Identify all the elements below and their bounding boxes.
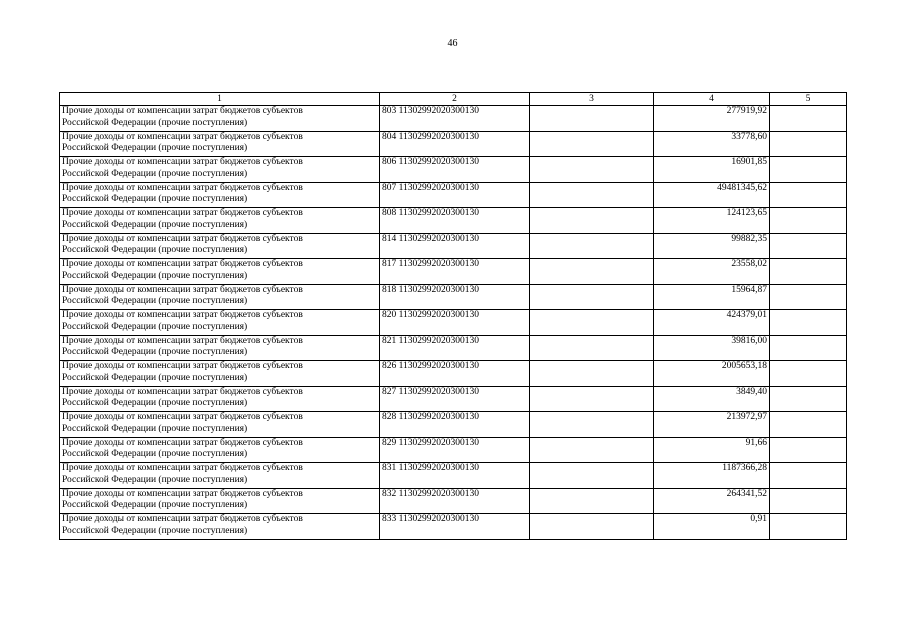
income-description-cell <box>60 284 380 310</box>
amount-cell: 23558,02 <box>654 259 770 285</box>
column-5-cell <box>770 488 847 514</box>
table-row <box>60 514 847 540</box>
amount-cell: 124123,65 <box>654 208 770 234</box>
column-5-cell <box>770 361 847 387</box>
table-row <box>60 361 847 387</box>
amount-cell: 99882,35 <box>654 233 770 259</box>
income-description-line-2: Российской Федерации (прочие поступления) <box>62 525 248 536</box>
income-description-cell <box>60 335 380 361</box>
income-description-line-1: Прочие доходы от компенсации затрат бюджетов субъектов <box>62 386 303 397</box>
income-description-line-1: Прочие доходы от компенсации затрат бюджетов субъектов <box>62 361 303 371</box>
column-3-cell <box>530 335 654 361</box>
income-description-line-2: Российской Федерации (прочие поступления) <box>62 423 248 434</box>
column-3-cell <box>530 182 654 208</box>
income-description-line-2: Российской Федерации (прочие поступления) <box>62 372 248 383</box>
table-row <box>60 284 847 310</box>
income-description-line-1: Прочие доходы от компенсации затрат бюджетов субъектов <box>62 233 303 244</box>
amount-cell: 39816,00 <box>654 335 770 361</box>
column-5-cell <box>770 131 847 157</box>
table-row <box>60 131 847 157</box>
amount-cell: 213972,97 <box>654 412 770 438</box>
table-row <box>60 463 847 489</box>
income-description-line-2: Российской Федерации (прочие поступления) <box>62 449 248 459</box>
income-description-line-1: Прочие доходы от компенсации затрат бюджетов субъектов <box>62 157 303 167</box>
column-5-cell <box>770 182 847 208</box>
budget-code-cell: 821 11302992020300130 <box>380 335 530 361</box>
income-description-line-1: Прочие доходы от компенсации затрат бюджетов субъектов <box>62 106 303 116</box>
table-row <box>60 106 847 132</box>
column-3-cell <box>530 463 654 489</box>
budget-code-cell: 817 11302992020300130 <box>380 259 530 285</box>
amount-cell: 424379,01 <box>654 310 770 336</box>
amount-cell: 3849,40 <box>654 386 770 412</box>
column-3-cell <box>530 284 654 310</box>
column-5-cell <box>770 284 847 310</box>
column-5-cell <box>770 335 847 361</box>
column-3-cell <box>530 386 654 412</box>
amount-cell: 49481345,62 <box>654 182 770 208</box>
budget-code-cell: 820 11302992020300130 <box>380 310 530 336</box>
budget-code-cell: 831 11302992020300130 <box>380 463 530 489</box>
column-5-cell <box>770 157 847 183</box>
column-5-cell <box>770 437 847 463</box>
column-3-cell <box>530 208 654 234</box>
income-description-line-2: Российской Федерации (прочие поступления) <box>62 500 248 510</box>
income-description-line-1: Прочие доходы от компенсации затрат бюджетов субъектов <box>62 131 303 142</box>
table-row <box>60 437 847 463</box>
income-description-line-2: Российской Федерации (прочие поступления) <box>62 398 248 408</box>
income-description-line-2: Российской Федерации (прочие поступления) <box>62 168 248 179</box>
income-description-cell <box>60 463 380 489</box>
column-3-cell <box>530 488 654 514</box>
column-3-cell <box>530 131 654 157</box>
table-row <box>60 335 847 361</box>
column-header-4: 4 <box>654 93 770 106</box>
column-header-1: 1 <box>60 93 380 106</box>
column-3-cell <box>530 106 654 132</box>
budget-code-cell: 818 11302992020300130 <box>380 284 530 310</box>
table-row <box>60 412 847 438</box>
income-description-line-2: Российской Федерации (прочие поступления) <box>62 219 248 230</box>
column-5-cell <box>770 386 847 412</box>
amount-cell: 33778,60 <box>654 131 770 157</box>
income-description-line-2: Российской Федерации (прочие поступления) <box>62 321 248 332</box>
column-3-cell <box>530 157 654 183</box>
column-5-cell <box>770 233 847 259</box>
column-5-cell <box>770 514 847 540</box>
table-row <box>60 157 847 183</box>
income-description-cell <box>60 259 380 285</box>
income-description-line-1: Прочие доходы от компенсации затрат бюджетов субъектов <box>62 437 303 448</box>
budget-code-cell: 832 11302992020300130 <box>380 488 530 514</box>
column-3-cell <box>530 412 654 438</box>
table-row <box>60 233 847 259</box>
income-description-line-1: Прочие доходы от компенсации затрат бюджетов субъектов <box>62 463 303 473</box>
budget-code-cell: 808 11302992020300130 <box>380 208 530 234</box>
column-header-2: 2 <box>380 93 530 106</box>
income-description-line-1: Прочие доходы от компенсации затрат бюджетов субъектов <box>62 259 303 269</box>
table-row <box>60 386 847 412</box>
budget-code-cell: 806 11302992020300130 <box>380 157 530 183</box>
budget-code-cell: 803 11302992020300130 <box>380 106 530 132</box>
column-number-row <box>60 93 847 106</box>
amount-cell: 0,91 <box>654 514 770 540</box>
column-3-cell <box>530 233 654 259</box>
column-header-5: 5 <box>770 93 847 106</box>
income-description-line-2: Российской Федерации (прочие поступления) <box>62 296 248 306</box>
budget-code-cell: 833 11302992020300130 <box>380 514 530 540</box>
income-description-cell <box>60 233 380 259</box>
income-description-line-1: Прочие доходы от компенсации затрат бюджетов субъектов <box>62 182 303 193</box>
table-row <box>60 182 847 208</box>
table-row <box>60 208 847 234</box>
column-3-cell <box>530 310 654 336</box>
income-description-line-2: Российской Федерации (прочие поступления) <box>62 117 248 128</box>
income-description-line-1: Прочие доходы от компенсации затрат бюджетов субъектов <box>62 208 303 218</box>
amount-cell: 2005653,18 <box>654 361 770 387</box>
revenue-table <box>59 92 847 540</box>
budget-code-cell: 826 11302992020300130 <box>380 361 530 387</box>
amount-cell: 15964,87 <box>654 284 770 310</box>
budget-code-cell: 827 11302992020300130 <box>380 386 530 412</box>
amount-cell: 91,66 <box>654 437 770 463</box>
income-description-line-2: Российской Федерации (прочие поступления) <box>62 270 248 281</box>
income-description-cell <box>60 310 380 336</box>
income-description-cell <box>60 361 380 387</box>
table-row <box>60 310 847 336</box>
income-description-line-1: Прочие доходы от компенсации затрат бюджетов субъектов <box>62 488 303 499</box>
income-description-line-1: Прочие доходы от компенсации затрат бюджетов субъектов <box>62 514 303 524</box>
income-description-line-1: Прочие доходы от компенсации затрат бюджетов субъектов <box>62 284 303 295</box>
income-description-cell <box>60 488 380 514</box>
table-body <box>60 106 847 540</box>
income-description-cell <box>60 106 380 132</box>
income-description-cell <box>60 131 380 157</box>
income-description-line-1: Прочие доходы от компенсации затрат бюджетов субъектов <box>62 412 303 422</box>
column-5-cell <box>770 106 847 132</box>
budget-code-cell: 829 11302992020300130 <box>380 437 530 463</box>
page-number: 46 <box>447 38 458 49</box>
budget-code-cell: 804 11302992020300130 <box>380 131 530 157</box>
column-header-3: 3 <box>530 93 654 106</box>
column-5-cell <box>770 463 847 489</box>
column-5-cell <box>770 208 847 234</box>
income-description-cell <box>60 386 380 412</box>
column-3-cell <box>530 361 654 387</box>
income-description-line-2: Российской Федерации (прочие поступления) <box>62 245 248 255</box>
income-description-cell <box>60 182 380 208</box>
income-description-cell <box>60 437 380 463</box>
column-3-cell <box>530 514 654 540</box>
amount-cell: 16901,85 <box>654 157 770 183</box>
income-description-line-2: Российской Федерации (прочие поступления) <box>62 474 248 485</box>
income-description-cell <box>60 157 380 183</box>
amount-cell: 1187366,28 <box>654 463 770 489</box>
income-description-cell <box>60 514 380 540</box>
column-3-cell <box>530 437 654 463</box>
budget-code-cell: 814 11302992020300130 <box>380 233 530 259</box>
table-row <box>60 488 847 514</box>
column-3-cell <box>530 259 654 285</box>
income-description-line-2: Российской Федерации (прочие поступления) <box>62 143 248 153</box>
column-5-cell <box>770 259 847 285</box>
column-5-cell <box>770 310 847 336</box>
amount-cell: 277919,92 <box>654 106 770 132</box>
budget-code-cell: 807 11302992020300130 <box>380 182 530 208</box>
income-description-cell <box>60 208 380 234</box>
column-5-cell <box>770 412 847 438</box>
income-description-line-1: Прочие доходы от компенсации затрат бюджетов субъектов <box>62 335 303 346</box>
table-row <box>60 259 847 285</box>
budget-code-cell: 828 11302992020300130 <box>380 412 530 438</box>
income-description-line-2: Российской Федерации (прочие поступления) <box>62 194 248 204</box>
income-description-line-1: Прочие доходы от компенсации затрат бюджетов субъектов <box>62 310 303 320</box>
income-description-line-2: Российской Федерации (прочие поступления) <box>62 347 248 357</box>
amount-cell: 264341,52 <box>654 488 770 514</box>
income-description-cell <box>60 412 380 438</box>
